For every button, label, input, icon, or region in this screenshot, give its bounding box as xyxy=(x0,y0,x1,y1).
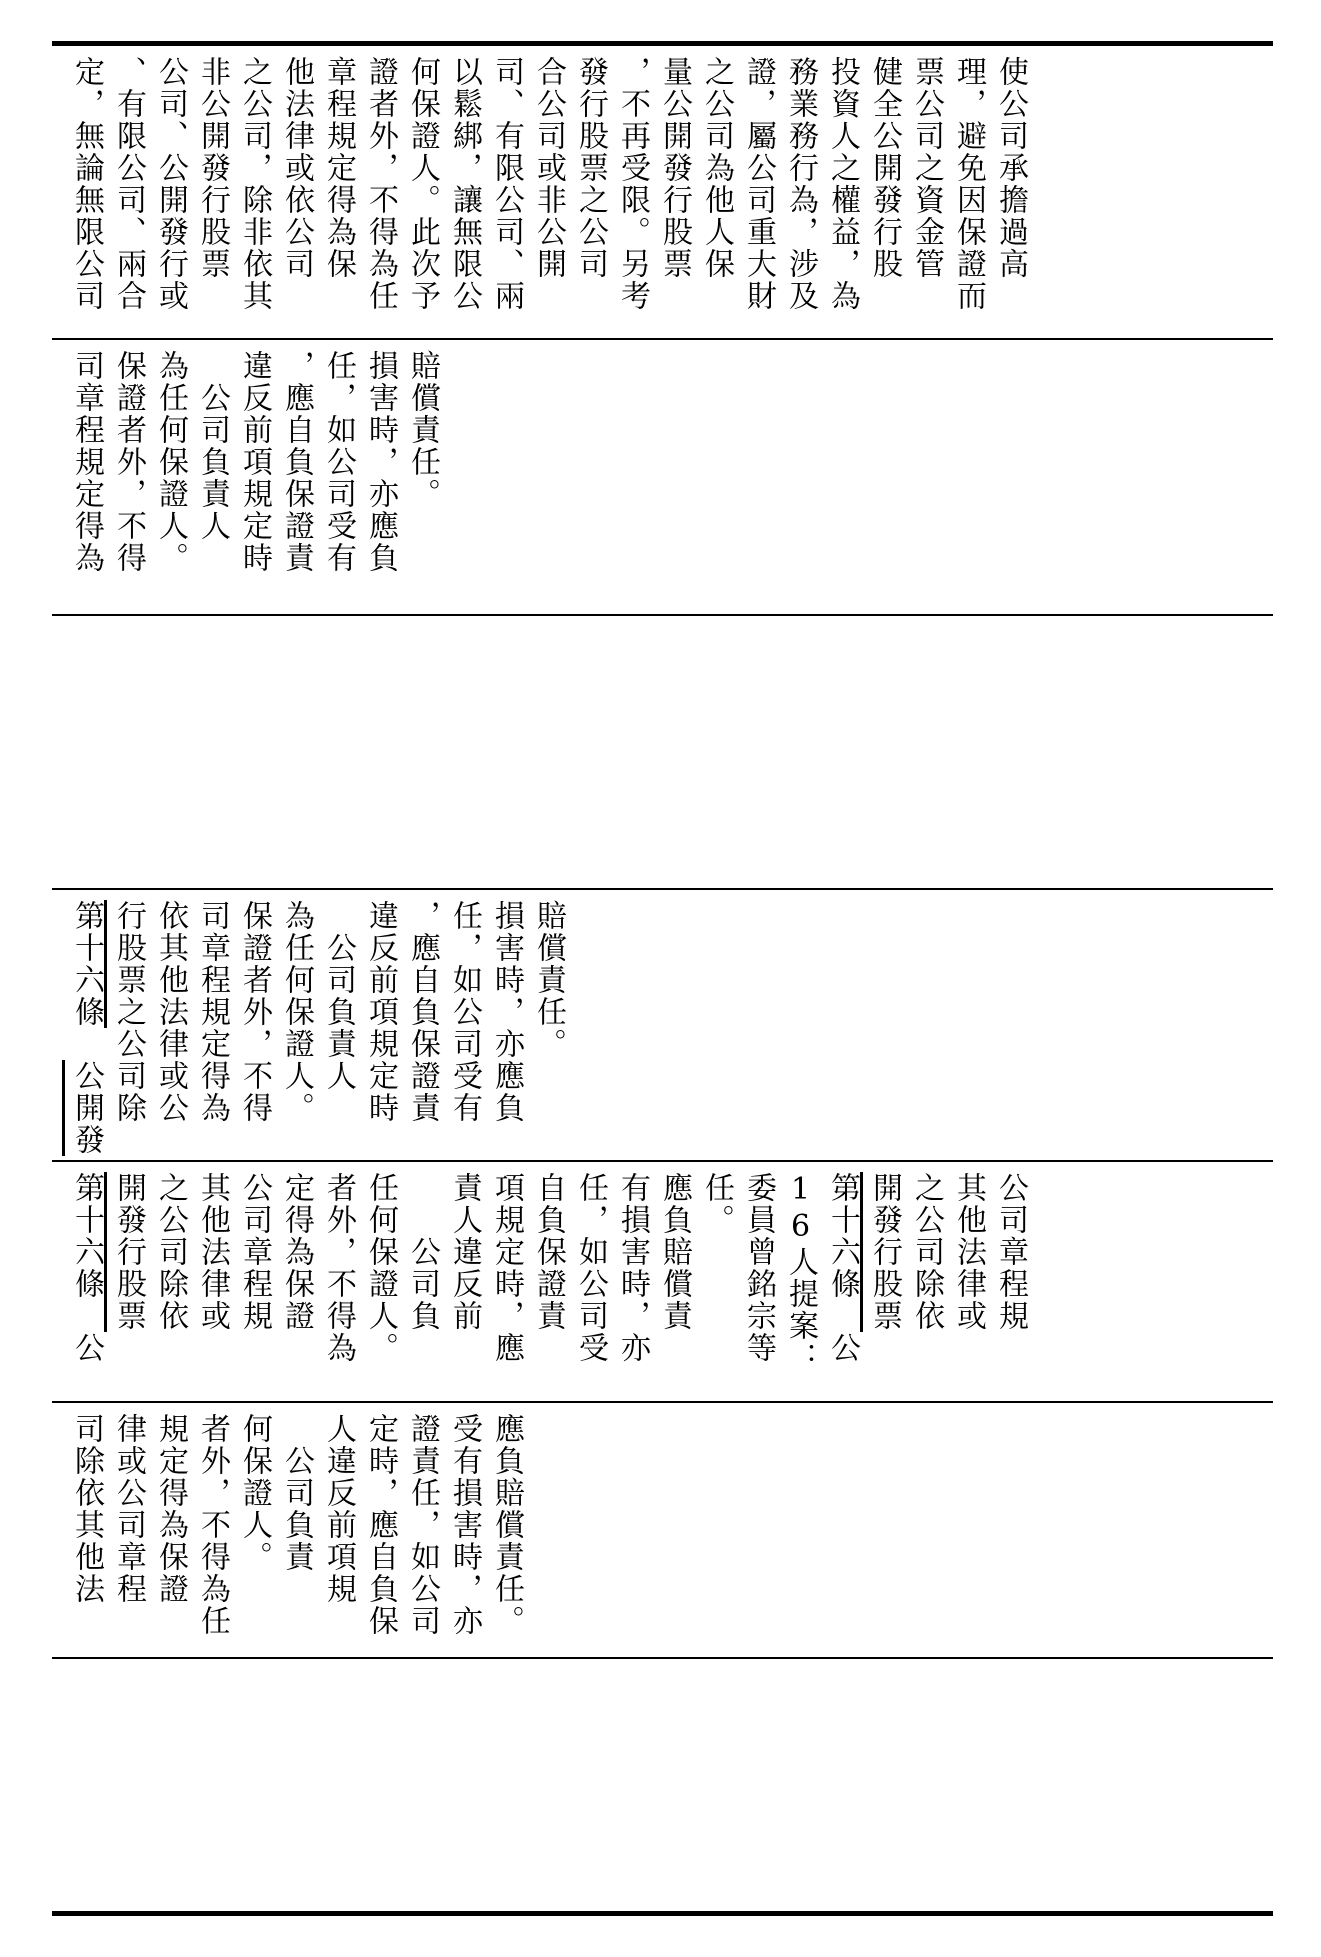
text-column: 違反前項規定時 xyxy=(237,350,272,574)
text-column: 任，如公司受 xyxy=(573,1172,608,1364)
text-column: 司章程規定得為 xyxy=(195,900,230,1124)
text-column: 公司負 xyxy=(405,1172,440,1332)
text-column: 之公司除依 xyxy=(909,1172,944,1332)
table-cell-empty-bottom xyxy=(52,1659,1273,1909)
text-column: 應負賠償責任。 xyxy=(489,1413,524,1637)
text-column: 賠償責任。 xyxy=(405,350,440,510)
text-column: 任，如公司受有 xyxy=(321,350,356,574)
text-column: 他法律或依公司 xyxy=(279,56,314,280)
table-cell-empty xyxy=(52,616,1273,888)
text-column: 公司負責人 xyxy=(195,350,230,542)
text-column: 投資人之權益，為 xyxy=(825,56,860,312)
text-column: 使公司承擔過高 xyxy=(993,56,1028,280)
text-column: 其他法律或 xyxy=(195,1172,230,1332)
text-column: 依其他法律或公 xyxy=(153,900,188,1124)
table-cell-current-text xyxy=(52,342,1273,614)
text-column: 人違反前項規 xyxy=(321,1413,356,1605)
row-divider xyxy=(52,1160,1273,1162)
table-cell-explanation xyxy=(52,48,1273,338)
text-column: 委員曾銘宗等 xyxy=(741,1172,776,1364)
text-column: 證，屬公司重大財 xyxy=(741,56,776,312)
text-column: 任何保證人。 xyxy=(363,1172,398,1364)
text-column: 章程規定得為保 xyxy=(321,56,356,280)
text-column: 為任何保證人。 xyxy=(279,900,314,1124)
text-column: 司章程規定得為 xyxy=(69,350,104,574)
text-column: 為任何保證人。 xyxy=(153,350,188,574)
top-rule xyxy=(52,41,1273,46)
text-column: 司、有限公司、兩 xyxy=(489,56,524,312)
text-column: 非公開發行股票 xyxy=(195,56,230,280)
text-column: ，應自負保證責 xyxy=(279,350,314,574)
text-column: 何保證人。此次予 xyxy=(405,56,440,312)
text-column: 務業務行為，涉及 xyxy=(783,56,818,312)
text-column: 第十六條 公 xyxy=(825,1172,860,1364)
text-column: 定得為保證 xyxy=(279,1172,314,1332)
text-column: 公司章程規 xyxy=(237,1172,272,1332)
row-divider xyxy=(52,888,1273,890)
text-column: 保證者外，不得 xyxy=(111,350,146,574)
text-column: 公司章程規 xyxy=(993,1172,1028,1332)
text-column: 開發行股票 xyxy=(111,1172,146,1332)
text-column: 開發行股票 xyxy=(867,1172,902,1332)
text-column: 之公司除依 xyxy=(153,1172,188,1332)
table-cell-existing-law xyxy=(52,1405,1273,1657)
text-column: 有損害時，亦 xyxy=(615,1172,650,1364)
row-divider xyxy=(52,338,1273,340)
text-column: 司除依其他法 xyxy=(69,1413,104,1605)
text-column: 應負賠償責 xyxy=(657,1172,692,1332)
text-column: 公司、公開發行或 xyxy=(153,56,188,312)
text-column: 定，無論無限公司 xyxy=(69,56,104,312)
text-column: 行股票之公司除 xyxy=(111,900,146,1124)
text-column: 其他法律或 xyxy=(951,1172,986,1332)
text-column: 者外，不得為任 xyxy=(195,1413,230,1637)
text-column: 公司負責 xyxy=(279,1413,314,1573)
text-column: 保證者外，不得 xyxy=(237,900,272,1124)
row-divider xyxy=(52,1401,1273,1403)
text-column: ，不再受限。另考 xyxy=(615,56,650,312)
table-cell-committee-proposals xyxy=(52,1164,1273,1401)
text-column: 證者外，不得為任 xyxy=(363,56,398,312)
text-column: 項規定時，應 xyxy=(489,1172,524,1364)
text-column: 違反前項規定時 xyxy=(363,900,398,1124)
text-column: 何保證人。 xyxy=(237,1413,272,1573)
text-column: 規定得為保證 xyxy=(153,1413,188,1605)
text-column: 者外，不得為 xyxy=(321,1172,356,1364)
text-column: 第十六條 公 xyxy=(69,1172,104,1364)
text-column: 、有限公司、兩合 xyxy=(111,56,146,312)
text-column: 合公司或非公開 xyxy=(531,56,566,280)
text-column: ，應自負保證責 xyxy=(405,900,440,1124)
text-column: 量公開發行股票 xyxy=(657,56,692,280)
text-column: 責人違反前 xyxy=(447,1172,482,1332)
bottom-rule xyxy=(52,1911,1273,1916)
text-column: 票公司之資金管 xyxy=(909,56,944,280)
text-column: 理，避免因保證而 xyxy=(951,56,986,312)
text-column: 16人提案： xyxy=(783,1172,818,1374)
text-column: 自負保證責 xyxy=(531,1172,566,1332)
text-column: 公司負責人 xyxy=(321,900,356,1092)
text-column: 證責任，如公司 xyxy=(405,1413,440,1637)
table-cell-proposed-text xyxy=(52,892,1273,1160)
text-column: 之公司為他人保 xyxy=(699,56,734,280)
text-column: 第十六條 公開發 xyxy=(69,900,104,1156)
text-column: 之公司，除非依其 xyxy=(237,56,272,312)
text-column: 定時，應自負保 xyxy=(363,1413,398,1637)
text-column: 健全公開發行股 xyxy=(867,56,902,280)
text-column: 任，如公司受有 xyxy=(447,900,482,1124)
text-column: 發行股票之公司 xyxy=(573,56,608,280)
text-column: 受有損害時，亦 xyxy=(447,1413,482,1637)
text-column: 以鬆綁，讓無限公 xyxy=(447,56,482,312)
text-column: 損害時，亦應負 xyxy=(489,900,524,1124)
text-column: 律或公司章程 xyxy=(111,1413,146,1605)
text-column: 損害時，亦應負 xyxy=(363,350,398,574)
text-column: 賠償責任。 xyxy=(531,900,566,1060)
text-column: 任。 xyxy=(699,1172,734,1236)
